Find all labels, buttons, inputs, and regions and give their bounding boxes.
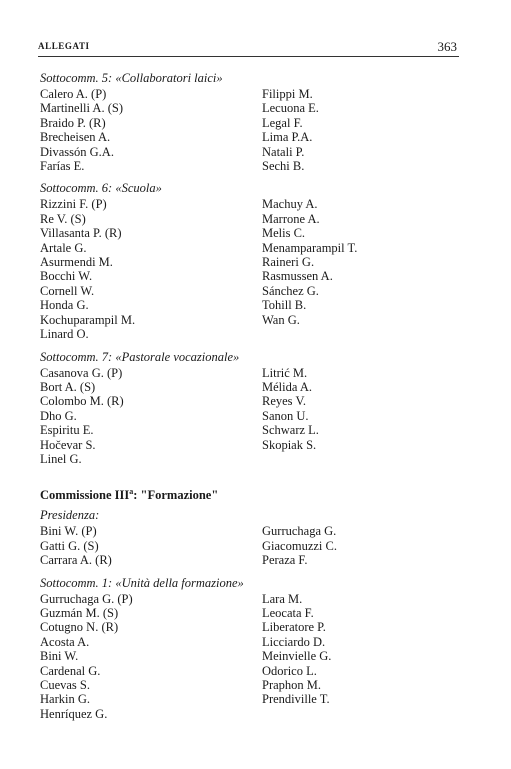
member-name: Martinelli A. (S)	[40, 101, 123, 116]
member-name: Melis C.	[262, 226, 306, 241]
member-name: Gurruchaga G. (P)	[40, 591, 133, 606]
section-title: Presidenza:	[40, 508, 100, 523]
member-name: Guzmán M. (S)	[40, 605, 119, 620]
commission-title-main: Commissione III	[40, 488, 130, 503]
member-name: Harkin G.	[40, 692, 90, 707]
member-name: Peraza F.	[262, 553, 308, 568]
member-list-right	[262, 87, 460, 173]
member-list-right	[262, 592, 460, 722]
member-name: Espiritu E.	[40, 423, 94, 438]
member-name: Menamparampil T.	[262, 240, 358, 255]
member-list-left	[40, 592, 262, 722]
section-block	[40, 350, 460, 467]
member-name: Rasmussen A.	[262, 269, 333, 284]
member-name: Odorico L.	[262, 663, 317, 678]
commission-title-rest: : "Formazione"	[133, 488, 219, 503]
section-block	[40, 508, 460, 567]
running-title: ALLEGATI	[38, 41, 90, 51]
member-name: Sánchez G.	[262, 283, 319, 298]
member-name: Cornell W.	[40, 283, 95, 298]
member-name: Acosta A.	[40, 634, 90, 649]
commission-title	[40, 484, 460, 503]
member-list-left	[40, 524, 262, 567]
member-list-left	[40, 197, 262, 341]
member-name: Divassón G.A.	[40, 144, 114, 159]
member-name: Gatti G. (S)	[40, 538, 99, 553]
member-name: Farías E.	[40, 159, 85, 174]
member-name: Colombo M. (R)	[40, 394, 124, 409]
member-name: Wan G.	[262, 312, 300, 327]
member-name: Braido P. (R)	[40, 115, 106, 130]
section-block	[40, 576, 460, 722]
member-name: Machuy A.	[262, 197, 318, 212]
member-name: Linel G.	[40, 451, 82, 466]
member-name: Honda G.	[40, 298, 89, 313]
member-name: Licciardo D.	[262, 634, 326, 649]
member-name: Artale G.	[40, 240, 87, 255]
member-name: Casanova G. (P)	[40, 365, 123, 380]
member-columns	[40, 87, 460, 173]
member-list-left	[40, 366, 262, 467]
member-name: Bini W.	[40, 649, 79, 664]
member-list-right	[262, 524, 460, 567]
member-list-right	[262, 366, 460, 467]
member-name: Brecheisen A.	[40, 130, 111, 145]
member-name: Prendiville T.	[262, 692, 330, 707]
member-name: Marrone A.	[262, 211, 320, 226]
member-name: Filippi M.	[262, 87, 313, 101]
section-block	[40, 71, 460, 173]
member-columns	[40, 592, 460, 722]
section-block	[40, 181, 460, 341]
member-name: Dho G.	[40, 408, 77, 423]
commission-title-sup: a	[129, 487, 134, 497]
page-header	[38, 39, 457, 55]
member-name: Liberatore P.	[262, 620, 326, 635]
member-name: Legal F.	[262, 115, 303, 130]
member-name: Skopiak S.	[262, 437, 317, 452]
member-name: Reyes V.	[262, 394, 306, 409]
member-columns	[40, 366, 460, 467]
section-title: Sottocomm. 7: «Pastorale vocazionale»	[40, 349, 240, 364]
member-name: Mélida A.	[262, 379, 312, 394]
member-list-left	[40, 87, 262, 173]
member-name: Asurmendi M.	[40, 255, 113, 270]
section-title: Sottocomm. 1: «Unità della formazione»	[40, 575, 244, 590]
section-title: Sottocomm. 6: «Scuola»	[40, 181, 162, 196]
member-name: Gurruchaga G.	[262, 524, 337, 539]
member-name: Schwarz L.	[262, 423, 319, 438]
member-name: Bini W. (P)	[40, 524, 97, 539]
document-body	[40, 71, 460, 721]
member-name: Cuevas S.	[40, 678, 90, 692]
commission-subgroups	[40, 508, 460, 721]
member-list-right	[262, 197, 460, 341]
member-name: Litrić M.	[262, 365, 308, 380]
member-name: Lara M.	[262, 591, 303, 606]
member-name: Kochuparampil M.	[40, 312, 136, 327]
member-name: Calero A. (P)	[40, 87, 107, 101]
member-name: Villasanta P. (R)	[40, 226, 122, 241]
member-name: Linard O.	[40, 327, 89, 342]
member-name: Re V. (S)	[40, 211, 86, 226]
member-name: Giacomuzzi C.	[262, 538, 337, 553]
member-name: Hočevar S.	[40, 437, 96, 452]
member-name: Raineri G.	[262, 255, 315, 270]
member-name: Cotugno N. (R)	[40, 620, 119, 635]
member-name: Sanon U.	[262, 408, 309, 423]
member-name: Henríquez G.	[40, 706, 108, 721]
header-rule	[38, 56, 459, 57]
member-name: Carrara A. (R)	[40, 553, 112, 568]
member-columns	[40, 524, 460, 567]
member-name: Tohill B.	[262, 298, 307, 313]
member-name: Praphon M.	[262, 678, 322, 692]
section-title: Sottocomm. 5: «Collaboratori laici»	[40, 71, 223, 85]
member-name: Meinvielle G.	[262, 649, 332, 664]
member-columns	[40, 197, 460, 341]
member-name: Natali P.	[262, 144, 305, 159]
member-name: Lima P.A.	[262, 130, 313, 145]
member-name: Bocchi W.	[40, 269, 93, 284]
member-name: Bort A. (S)	[40, 379, 96, 394]
subcommissions-group	[40, 71, 460, 466]
member-name: Cardenal G.	[40, 663, 101, 678]
member-name: Sechi B.	[262, 159, 305, 174]
member-name: Lecuona E.	[262, 101, 319, 116]
member-name: Rizzini F. (P)	[40, 197, 107, 212]
member-name: Leocata F.	[262, 605, 314, 620]
page-number: 363	[437, 39, 457, 54]
